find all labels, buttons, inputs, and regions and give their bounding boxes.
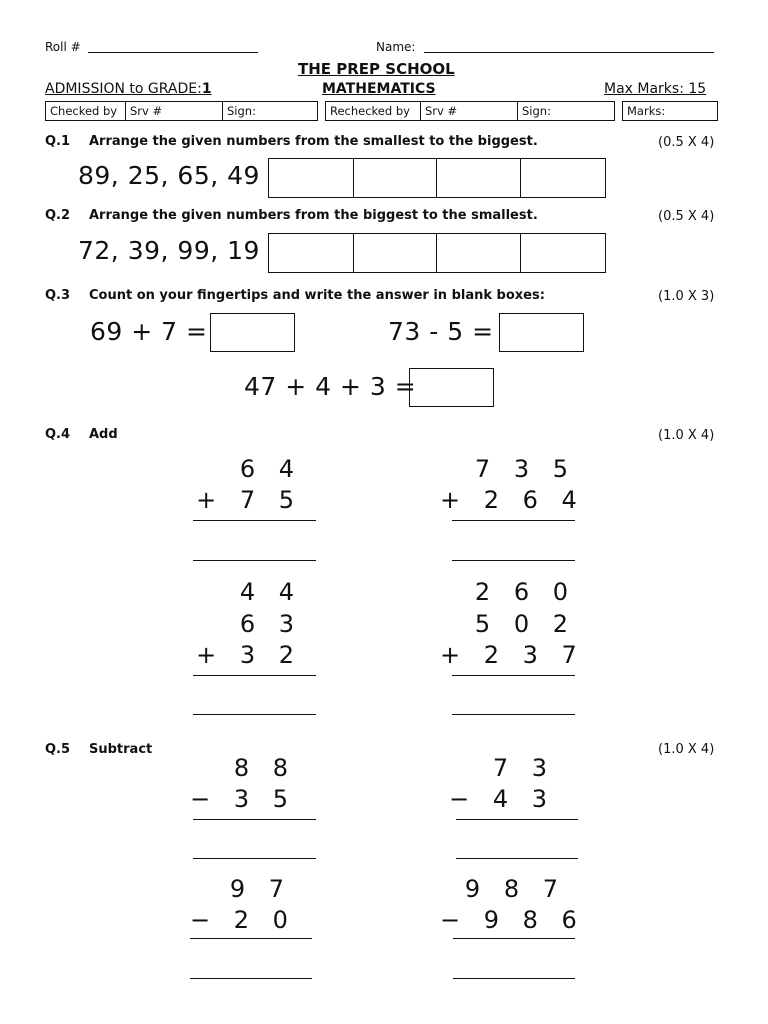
q3-equation-1: 69 + 7 =	[90, 317, 208, 346]
q5-p3-rule	[190, 938, 312, 939]
q1-answer-box-3[interactable]	[436, 158, 521, 198]
q3-text: Count on your fingertips and write the answer in blank boxes:	[89, 288, 545, 303]
q5-p3-line-2: − 2 0	[190, 906, 296, 934]
q5-p2-rule	[456, 819, 578, 820]
q2-answer-box-2[interactable]	[353, 233, 437, 273]
admission-label	[45, 81, 212, 97]
q2-text: Arrange the given numbers from the biggest to the smallest.	[89, 208, 538, 223]
q5-p4-rule	[453, 938, 575, 939]
q5-p2-answer-line[interactable]	[456, 858, 578, 859]
q2-answer-box-3[interactable]	[436, 233, 521, 273]
q4-p3-line-1: 4 4	[239, 578, 302, 606]
q4-p4-rule	[452, 675, 575, 676]
q5-p3-line-1: 9 7	[229, 875, 292, 903]
q5-p1-rule	[193, 819, 316, 820]
admission-text: ADMISSION to GRADE:	[45, 81, 202, 97]
q3-answer-box-3[interactable]	[409, 368, 494, 407]
q5-p1-answer-line[interactable]	[193, 858, 316, 859]
q4-p1-answer-line[interactable]	[193, 560, 316, 561]
q4-p4-line-2: 5 0 2	[474, 610, 576, 638]
srv-cell[interactable]: Srv #	[125, 101, 223, 121]
q3-answer-box-1[interactable]	[210, 313, 295, 352]
q4-p2-answer-line[interactable]	[452, 560, 575, 561]
q5-marks: (1.0 X 4)	[658, 742, 715, 757]
roll-label: Roll #	[45, 40, 81, 54]
q4-number: Q.4	[45, 427, 71, 442]
rechecked-by-cell: Rechecked by	[325, 101, 421, 121]
sign-cell-2[interactable]: Sign:	[517, 101, 615, 121]
q4-marks: (1.0 X 4)	[658, 428, 715, 443]
q5-number: Q.5	[45, 742, 71, 757]
q4-p4-line-3: + 2 3 7	[440, 641, 585, 669]
q2-number: Q.2	[45, 208, 71, 223]
q3-number: Q.3	[45, 288, 71, 303]
q5-p4-line-1: 9 8 7	[464, 875, 566, 903]
q5-p2-line-2: − 4 3	[449, 785, 555, 813]
srv-cell-2[interactable]: Srv #	[420, 101, 518, 121]
q4-text: Add	[89, 427, 118, 442]
name-label: Name:	[376, 40, 416, 54]
q3-answer-box-2[interactable]	[499, 313, 584, 352]
school-title: THE PREP SCHOOL	[298, 60, 455, 78]
q3-marks: (1.0 X 3)	[658, 289, 715, 304]
q4-p2-line-1: 7 3 5	[474, 455, 576, 483]
q5-p2-line-1: 7 3	[492, 754, 555, 782]
q4-p4-answer-line[interactable]	[452, 714, 575, 715]
q4-p4-line-1: 2 6 0	[474, 578, 576, 606]
subject-title: MATHEMATICS	[322, 81, 436, 97]
q1-answer-box-2[interactable]	[353, 158, 437, 198]
q1-marks: (0.5 X 4)	[658, 135, 715, 150]
q4-p3-rule	[193, 675, 316, 676]
q5-p1-line-1: 8 8	[233, 754, 296, 782]
checked-by-cell: Checked by	[45, 101, 126, 121]
q2-answer-box-4[interactable]	[520, 233, 606, 273]
roll-field[interactable]	[88, 52, 258, 53]
q3-equation-3: 47 + 4 + 3 =	[244, 372, 417, 401]
q5-p3-answer-line[interactable]	[190, 978, 312, 979]
q5-p4-answer-line[interactable]	[453, 978, 575, 979]
marks-cell[interactable]: Marks:	[622, 101, 718, 121]
q2-numbers: 72, 39, 99, 19	[78, 236, 260, 265]
q4-p3-answer-line[interactable]	[193, 714, 316, 715]
q4-p2-line-2: + 2 6 4	[440, 486, 585, 514]
sign-cell[interactable]: Sign:	[222, 101, 318, 121]
q5-text: Subtract	[89, 742, 153, 757]
q4-p1-rule	[193, 520, 316, 521]
q1-text: Arrange the given numbers from the smallest to the biggest.	[89, 134, 538, 149]
q3-equation-2: 73 - 5 =	[388, 317, 494, 346]
q4-p3-line-2: 6 3	[239, 610, 302, 638]
q4-p3-line-3: + 3 2	[196, 641, 302, 669]
q2-marks: (0.5 X 4)	[658, 209, 715, 224]
q5-p1-line-2: − 3 5	[190, 785, 296, 813]
grade-value: 1	[201, 81, 212, 97]
max-marks: Max Marks: 15	[604, 81, 707, 97]
q2-answer-box-1[interactable]	[268, 233, 354, 273]
name-field[interactable]	[424, 52, 714, 53]
q5-p4-line-2: − 9 8 6	[440, 906, 585, 934]
q1-answer-box-1[interactable]	[268, 158, 354, 198]
q1-numbers: 89, 25, 65, 49	[78, 161, 260, 190]
q4-p2-rule	[452, 520, 575, 521]
q4-p1-line-2: + 7 5	[196, 486, 302, 514]
q1-answer-box-4[interactable]	[520, 158, 606, 198]
q1-number: Q.1	[45, 134, 71, 149]
q4-p1-line-1: 6 4	[239, 455, 302, 483]
